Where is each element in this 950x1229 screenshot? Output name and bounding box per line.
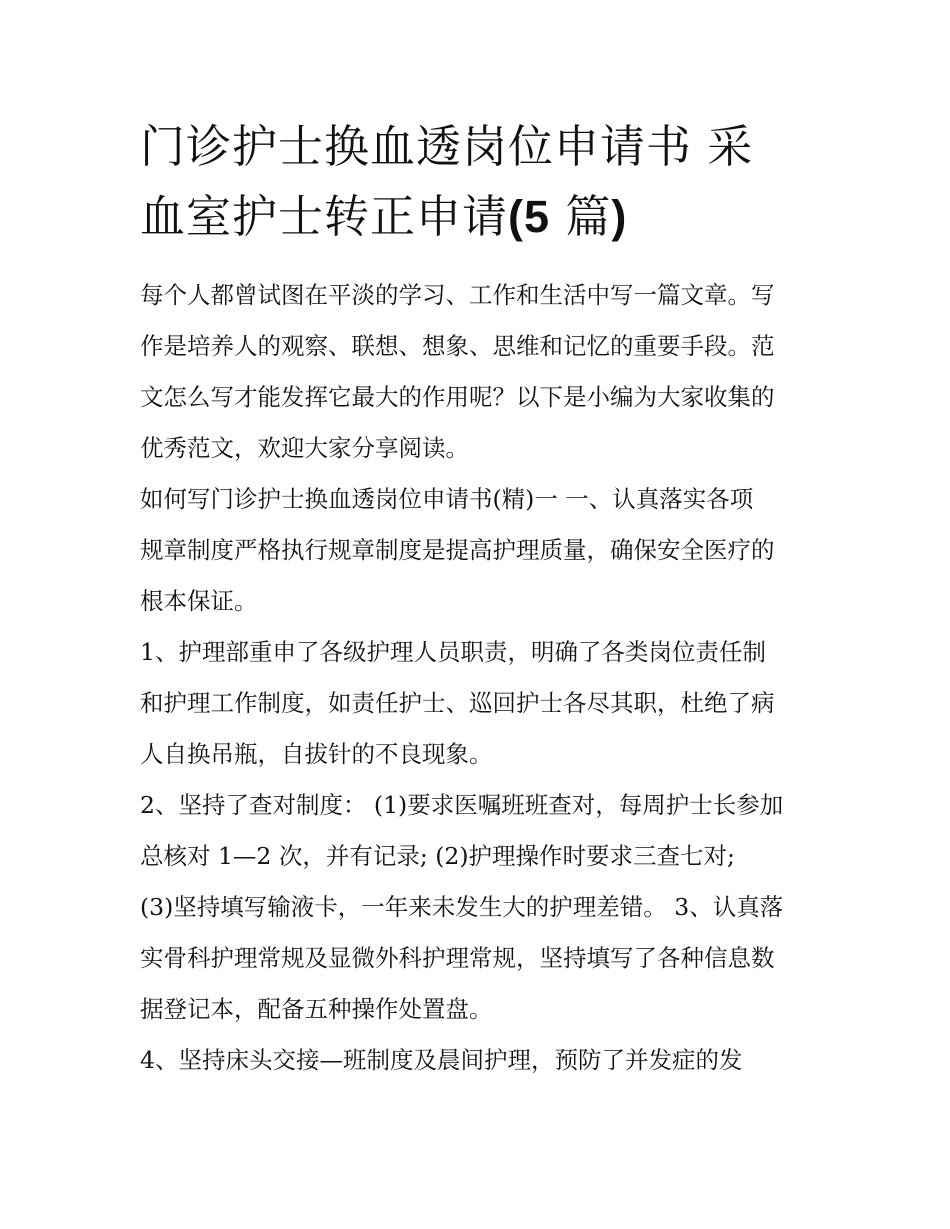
title-count: (5 xyxy=(508,191,551,242)
title-count-unit: 篇 xyxy=(550,190,612,243)
text-line: 实骨科护理常规及显微外科护理常规，坚持填写了各种信息数 xyxy=(140,944,775,972)
text-line: 人自换吊瓶，自拔针的不良现象。 xyxy=(140,740,493,768)
text-line: 1、护理部重申了各级护理人员职责，明确了各类岗位责任制 xyxy=(140,638,766,666)
text-line: 据登记本，配备五种操作处置盘。 xyxy=(140,995,493,1023)
title-line-1: 门诊护士换血透岗位申请书 采 xyxy=(140,120,754,173)
text-line: 和护理工作制度，如责任护士、巡回护士各尽其职，杜绝了病 xyxy=(140,689,775,717)
text-line: 根本保证。 xyxy=(140,587,258,615)
text-line: 2、坚持了查对制度： (1)要求医嘱班班查对，每周护士长参加 xyxy=(140,791,784,819)
text-line: 总核对 1—2 次，并有记录; (2)护理操作时要求三查七对; xyxy=(140,842,735,870)
text-line: 规章制度严格执行规章制度是提高护理质量，确保安全医疗的 xyxy=(140,536,775,564)
text-line: (3)坚持填写输液卡，一年来未发生大的护理差错。 3、认真落 xyxy=(140,893,784,921)
text-line: 作是培养人的观察、联想、想象、思维和记忆的重要手段。范 xyxy=(140,332,775,360)
text-line: 每个人都曾试图在平淡的学习、工作和生活中写一篇文章。写 xyxy=(140,281,775,309)
body-text xyxy=(140,270,812,1086)
text-line: 文怎么写才能发挥它最大的作用呢？以下是小编为大家收集的 xyxy=(140,383,775,411)
title-line-2 xyxy=(140,182,812,252)
text-line: 如何写门诊护士换血透岗位申请书(精)一 一、认真落实各项 xyxy=(140,485,754,513)
title-line-2-text: 血室护士转正申请 xyxy=(140,190,509,243)
document-title xyxy=(140,112,812,252)
text-line: 4、坚持床头交接—班制度及晨间护理，预防了并发症的发 xyxy=(140,1046,743,1074)
document-content xyxy=(140,112,812,1086)
title-close-paren: ) xyxy=(611,191,628,242)
text-line: 优秀范文，欢迎大家分享阅读。 xyxy=(140,434,469,462)
